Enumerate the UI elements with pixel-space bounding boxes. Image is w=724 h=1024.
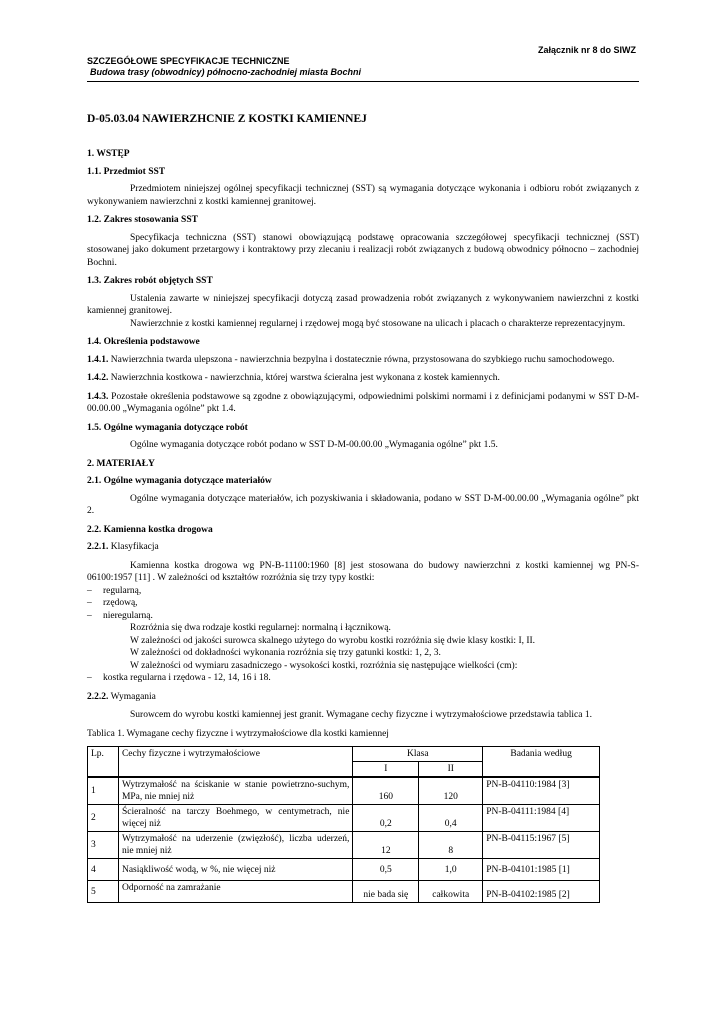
section-1-1-text: Przedmiotem niniejszej ogólnej specyfikacji technicznej (SST) są wymagania dotyczące wykonania i odbioru robót związanych z wykonywaniem nawierzchni z kostki kamiennej granitowej. [87, 184, 639, 207]
section-1-2-text: Specyfikacja techniczna (SST) stanowi obowiązującą podstawę opracowania szczegółowej specyfikacji technicznej (SST) stosowanej jako dokument przetargowy i kontraktowy przy zlecaniu i realizacji robót związanych z budową obwodnicy północno – zachodniej Bochni. [87, 232, 639, 268]
row-norma: PN-B-04111:1984 [4] [483, 805, 600, 832]
row-cecha: Ścieralność na tarczy Boehmego, w centymetrach, nie więcej niż [118, 805, 352, 832]
header-title: SZCZEGÓŁOWE SPECYFIKACJE TECHNICZNE [87, 56, 290, 66]
type-item: – nieregularną. [87, 610, 639, 623]
section-1-4-heading: 1.4. Określenia podstawowe [87, 337, 200, 347]
row-norma: PN-B-04102:1985 [2] [483, 881, 600, 903]
section-1-4-3 [87, 391, 639, 416]
row-class-i: 160 [353, 777, 419, 805]
row-class-ii: 120 [419, 777, 483, 805]
section-1-5-heading: 1.5. Ogólne wymagania dotyczące robót [87, 422, 248, 433]
section-1-4-2-number: 1.4.2. [87, 373, 109, 383]
type-item: – rzędową, [87, 597, 639, 610]
header-class-i: I [353, 762, 419, 778]
section-1-4-2 [87, 372, 639, 385]
size-item: – kostka regularna i rzędowa - 12, 14, 16 i 18. [87, 672, 639, 685]
section-2-2-1-number: 2.2.1. [87, 542, 109, 552]
section-2-2-heading: 2.2. Kamienna kostka drogowa [87, 524, 213, 535]
classification-line: W zależności od jakości surowca skalnego użytego do wyrobu kostki rozróżnia się dwie klasy kostki: I, II. [130, 635, 536, 646]
row-lp: 1 [88, 777, 119, 805]
section-1-1-heading: 1.1. Przedmiot SST [87, 166, 166, 177]
row-lp: 4 [88, 859, 119, 881]
table-row [88, 881, 600, 903]
row-norma: PN-B-04115:1967 [5] [483, 832, 600, 859]
section-1-4-2-text: Nawierzchnia kostkowa - nawierzchnia, której warstwa ścieralna jest wykonana z kostek kamiennych. [108, 373, 500, 383]
section-1-heading: 1. WSTĘP [87, 149, 130, 159]
table-row [88, 859, 600, 881]
section-2-2-1-title: Klasyfikacja [108, 542, 159, 552]
section-1-3-text-1: Ustalenia zawarte w niniejszej specyfikacji dotyczą zasad prowadzenia robót związanych z wykonywaniem nawierzchni z kostki kamiennej granitowej. [87, 293, 639, 316]
row-cecha: Odporność na zamrażanie [118, 881, 352, 903]
section-1-4-1-number: 1.4.1. [87, 354, 109, 365]
table-caption: Tablica 1. Wymagane cechy fizyczne i wytrzymałościowe dla kostki kamiennej [87, 728, 389, 739]
row-class-i: 12 [353, 832, 419, 859]
running-header [87, 56, 639, 82]
section-1-4-1 [87, 354, 639, 367]
row-class-i: nie bada się [353, 881, 419, 903]
header-cechy: Cechy fizyczne i wytrzymałościowe [118, 747, 352, 778]
classification-line: W zależności od wymiaru zasadniczego - wysokości kostki, rozróżnia się następujące wielkości (cm): [130, 660, 518, 671]
section-2-2-2-title: Wymagania [108, 691, 156, 702]
row-lp: 5 [88, 881, 119, 903]
section-1-4-3-text: Pozostałe określenia podstawowe są zgodne z obowiązującymi, odpowiednimi polskimi normami i z definicjami podanymi w SST D-M-00.00.00 „Wymagania ogólne” pkt 1.4. [87, 391, 639, 414]
section-1-4-3-number: 1.4.3. [87, 391, 109, 402]
classification-line: W zależności od dokładności wykonania rozróżnia się trzy gatunki kostki: 1, 2, 3. [130, 648, 441, 658]
section-2-2-2-text: Surowcem do wyrobu kostki kamiennej jest granit. Wymagane cechy fizyczne i wytrzymałościowe przedstawia tablica 1. [130, 710, 592, 720]
header-klasa: Klasa [353, 747, 483, 762]
header-subtitle: Budowa trasy (obwodnicy) północno-zachodniej miasta Bochni [90, 67, 362, 77]
classification-line: Rozróżnia się dwa rodzaje kostki regularnej: normalną i łącznikową. [130, 623, 391, 633]
type-item: – regularną, [87, 585, 639, 598]
table-row [88, 777, 600, 805]
section-1-3-text-2: Nawierzchnie z kostki kamiennej regularnej i rzędowej mogą być stosowane na ulicach i placach o charakterze reprezentacyjnym. [130, 318, 626, 329]
requirements-table [87, 746, 600, 903]
row-cecha: Wytrzymałość na uderzenie (zwięzłość), liczba uderzeń, nie mniej niż [118, 832, 352, 859]
section-2-2-2-heading [87, 691, 639, 704]
document-title: D-05.03.04 NAWIERZHCNIE Z KOSTKI KAMIENNEJ [87, 113, 367, 125]
row-lp: 2 [88, 805, 119, 832]
section-2-1-text: Ogólne wymagania dotyczące materiałów, ich pozyskiwania i składowania, podano w SST D-M-00.00.00 „Wymagania ogólne” pkt 2. [87, 493, 639, 516]
section-1-4-1-text: Nawierzchnia twarda ulepszona - nawierzchnia bezpylna i dostatecznie równa, przystosowana do szybkiego ruchu samochodowego. [108, 354, 615, 365]
document-body [87, 112, 639, 903]
section-1-5-text: Ogólne wymagania dotyczące robót podano w SST D-M-00.00.00 „Wymagania ogólne” pkt 1.5. [130, 440, 498, 450]
section-2-2-1-text: Kamienna kostka drogowa wg PN-B-11100:1960 [8] jest stosowana do budowy nawierzchni z kostki kamiennej wg PN-S-06100:1957 [11] . W zależności od kształtów rozróżnia się trzy typy kostki: [87, 560, 639, 583]
row-norma: PN-B-04101:1985 [1] [483, 859, 600, 881]
section-2-2-1-heading [87, 541, 639, 554]
section-1-3-heading: 1.3. Zakres robót objętych SST [87, 276, 213, 286]
header-badania: Badania według [483, 747, 600, 778]
row-class-ii: całkowita [419, 881, 483, 903]
table-header-row [88, 747, 600, 762]
header-class-ii: II [419, 762, 483, 778]
section-1-2-heading: 1.2. Zakres stosowania SST [87, 215, 198, 225]
section-2-heading: 2. MATERIAŁY [87, 458, 155, 469]
table-row [88, 805, 600, 832]
row-class-i: 0,5 [353, 859, 419, 881]
row-cecha: Wytrzymałość na ściskanie w stanie powietrzno-suchym, MPa, nie mniej niż [118, 777, 352, 805]
row-class-i: 0,2 [353, 805, 419, 832]
section-2-2-2-number: 2.2.2. [87, 691, 109, 702]
row-class-ii: 0,4 [419, 805, 483, 832]
row-norma: PN-B-04110:1984 [3] [483, 777, 600, 805]
row-class-ii: 1,0 [419, 859, 483, 881]
row-class-ii: 8 [419, 832, 483, 859]
row-lp: 3 [88, 832, 119, 859]
header-lp: Lp. [88, 747, 119, 778]
table-row [88, 832, 600, 859]
row-cecha: Nasiąkliwość wodą, w %, nie więcej niż [118, 859, 352, 881]
attachment-label: Załącznik nr 8 do SIWZ [537, 45, 636, 55]
section-2-1-heading: 2.1. Ogólne wymagania dotyczące materiałów [87, 476, 272, 486]
